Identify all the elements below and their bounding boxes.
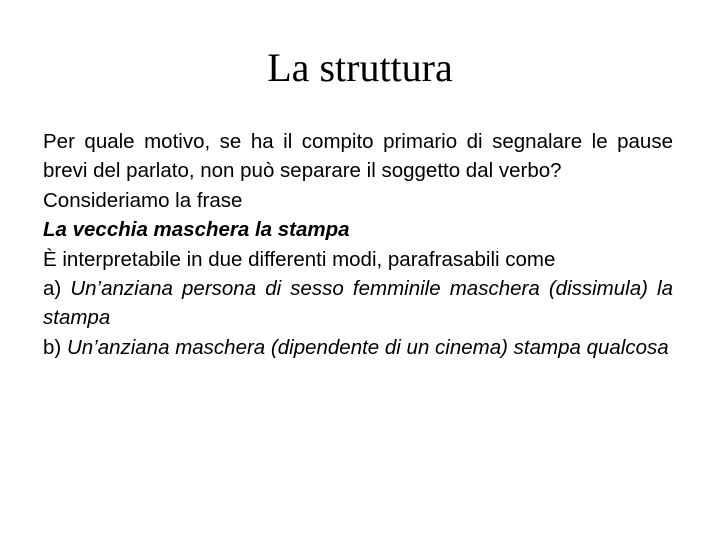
- interpretation-b: [43, 333, 673, 362]
- intro-sentence: Consideriamo la frase: [43, 188, 243, 212]
- interpretation-a-text: Un’anziana persona di sesso femminile maschera (dissimula) la stampa: [43, 277, 673, 330]
- interpretation-sentence: È interpretabile in due differenti modi, parafrasabili come: [43, 247, 556, 271]
- interpretation-b-label: b): [43, 335, 67, 359]
- example-sentence: La vecchia maschera la stampa: [43, 218, 350, 242]
- interpretation-a: [43, 274, 673, 333]
- question-paragraph: Per quale motivo, se ha il compito primario di segnalare le pause brevi del parlato, non può separare il soggetto dal verbo?: [43, 130, 673, 183]
- slide-title: La struttura: [267, 45, 453, 90]
- interpretation-a-label: a): [43, 277, 71, 301]
- slide-body: [43, 127, 673, 362]
- interpretation-b-text: Un’anziana maschera (dipendente di un cinema) stampa qualcosa: [66, 335, 669, 359]
